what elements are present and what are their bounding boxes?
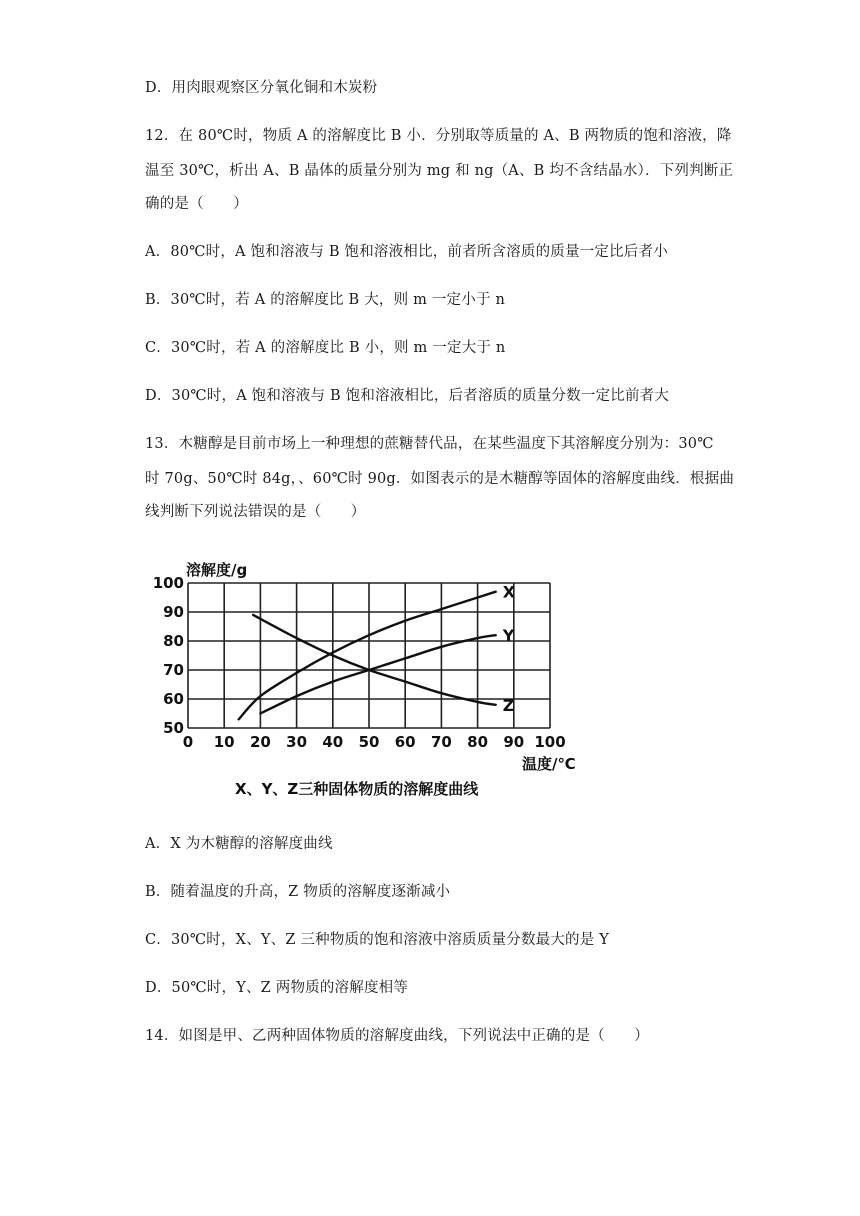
solubility-chart-svg	[150, 555, 610, 805]
x-tick-label: 70	[430, 733, 452, 751]
x-tick-label: 20	[249, 733, 271, 751]
y-axis-label: 溶解度/g	[186, 561, 248, 579]
x-tick-label: 0	[182, 733, 194, 751]
curve-label-y: Y	[502, 626, 515, 646]
x-tick-label: 60	[394, 733, 416, 751]
x-tick-label: 50	[358, 733, 380, 751]
question-12-stem-line-3: 确的是（ ）	[145, 196, 248, 212]
y-tick-label: 90	[163, 603, 184, 621]
question-12-stem-line-2: 温至 30℃，析出 A、B 晶体的质量分别为 mg 和 ng（A、B 均不含结晶水）．下列判断正	[145, 163, 734, 179]
x-tick-label: 100	[534, 733, 566, 751]
question-11-option-d: D．用肉眼观察区分氧化铜和木炭粉	[145, 80, 378, 96]
y-tick-label: 50	[163, 719, 184, 737]
curve-z	[253, 615, 496, 705]
curve-label-x: X	[502, 582, 516, 602]
x-axis-label: 温度/℃	[522, 755, 576, 773]
question-13-stem-line-1: 13．木糖醇是目前市场上一种理想的蔗糖替代品，在某些温度下其溶解度分别为：30℃	[145, 436, 714, 452]
y-tick-label: 80	[163, 632, 184, 650]
question-13-stem-line-2: 时 70g、50℃时 84g，、60℃时 90g．如图表示的是木糖醇等固体的溶解度曲线．根据曲	[145, 471, 735, 487]
question-12-option-d: D．30℃时，A 饱和溶液与 B 饱和溶液相比，后者溶质的质量分数一定比前者大	[145, 388, 670, 404]
question-12-stem-line-1: 12．在 80℃时，物质 A 的溶解度比 B 小．分别取等质量的 A、B 两物质的饱和溶液，降	[145, 128, 732, 144]
x-tick-label: 30	[286, 733, 308, 751]
solubility-chart	[150, 555, 610, 805]
x-tick-label: 80	[467, 733, 489, 751]
chart-grid	[188, 583, 550, 728]
x-tick-label: 10	[213, 733, 235, 751]
y-tick-label: 100	[152, 574, 184, 592]
y-tick-label: 60	[163, 690, 184, 708]
chart-title: X、Y、Z三种固体物质的溶解度曲线	[235, 780, 479, 798]
question-13-option-c: C．30℃时，X、Y、Z 三种物质的饱和溶液中溶质质量分数最大的是 Y	[145, 932, 610, 948]
question-13-option-b: B．随着温度的升高，Z 物质的溶解度逐渐减小	[145, 884, 451, 900]
y-tick-label: 70	[163, 661, 184, 679]
question-13-stem-line-3: 线判断下列说法错误的是（ ）	[145, 504, 366, 520]
question-12-option-c: C．30℃时，若 A 的溶解度比 B 小，则 m 一定大于 n	[145, 340, 506, 356]
x-tick-label: 40	[322, 733, 344, 751]
question-12-option-b: B．30℃时，若 A 的溶解度比 B 大，则 m 一定小于 n	[145, 292, 506, 308]
curve-x	[239, 592, 496, 720]
x-tick-label: 90	[503, 733, 525, 751]
question-12-option-a: A．80℃时，A 饱和溶液与 B 饱和溶液相比，前者所含溶质的质量一定比后者小	[145, 244, 668, 260]
question-13-option-a: A．X 为木糖醇的溶解度曲线	[145, 836, 333, 852]
curve-label-z: Z	[502, 695, 515, 715]
question-13-option-d: D．50℃时，Y、Z 两物质的溶解度相等	[145, 980, 409, 996]
question-14-stem: 14．如图是甲、乙两种固体物质的溶解度曲线，下列说法中正确的是（ ）	[145, 1028, 649, 1044]
